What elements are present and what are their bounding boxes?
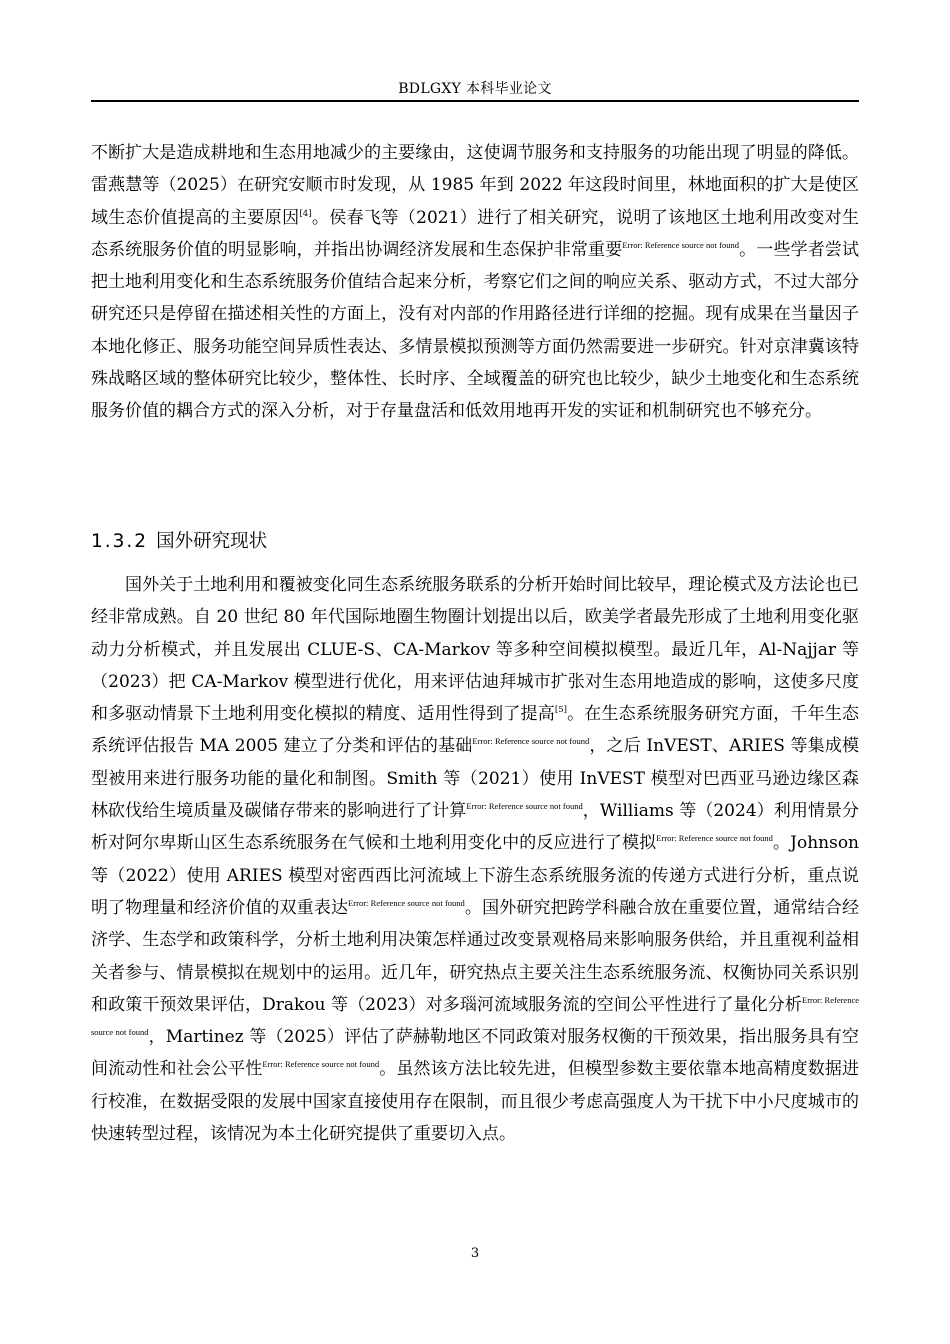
citation-marker: [4] <box>299 208 312 219</box>
section-title: 国外研究现状 <box>156 531 268 552</box>
paragraph-text: 不断扩大是造成耕地和生态用地减少的主要缘由，这使调节服务和支持服务的功能出现了明显的降低。雷燕慧等（2025）在研究安顺市时发现，从 1985 年到 2022 年这段时间里，林地面积的扩大是使区域生态价值提高的主要原因 <box>91 143 859 228</box>
section-number: 1.3.2 <box>91 531 149 552</box>
paragraph-text: 。侯春飞等（2021）进行了相关研究，说明了该地区土地利用改变对生态系统服务价值的明显影响，并指出协调经济发展和生态保护非常重要 <box>91 207 859 260</box>
page-number: 3 <box>470 1246 480 1261</box>
body-paragraph-2 <box>91 569 859 1150</box>
reference-error-marker: Error: Reference source not found <box>348 897 465 908</box>
paragraph-text: ，Martinez 等（2025）评估了萨赫勒地区不同政策对服务权衡的干预效果，指出服务具有空间流动性和社会公平性 <box>91 1027 859 1080</box>
paragraph-text: 。虽然该方法比较先进，但模型参数主要依靠本地高精度数据进行校准，在数据受限的发展中国家直接使用存在限制，而且很少考虑高强度人为干扰下中小尺度城市的快速转型过程，该情况为本土化研究提供了重要切入点。 <box>91 1059 860 1145</box>
paragraph-text: ，之后 InVEST、ARIES 等集成模型被用来进行服务功能的量化和制图。Smith 等（2021）使用 InVEST 模型对巴西亚马逊边缘区森林砍伐给生境质量及碳储存带来的影响进行了计算 <box>91 736 859 822</box>
reference-error-marker: Error: Reference source not found <box>622 239 740 250</box>
paragraph-text: ，Williams 等（2024）利用情景分析对阿尔卑斯山区生态系统服务在气候和土地利用变化中的反应进行了模拟 <box>91 801 860 854</box>
body-paragraph-1 <box>91 137 859 428</box>
paragraph-text: 。一些学者尝试把土地利用变化和生态系统服务价值结合起来分析，考察它们之间的响应关系、驱动方式，不过大部分研究还只是停留在描述相关性的方面上，没有对内部的作用路径进行详细的挖掘。现有成果在当量因子本地化修正、服务功能空间异质性表达、多情景模拟预测等方面仍然需要进一步研究。针对京津冀该特殊战略区域的整体研究比较少，整体性、长时序、全域覆盖的研究也比较少，缺少土地变化和生态系统服务价值的耦合方式的深入分析，对于存量盘活和低效用地再开发的实证和机制研究也不够充分。 <box>91 239 860 422</box>
reference-error-marker: Error: Reference source not found <box>262 1059 380 1070</box>
paragraph-text: 。Johnson 等（2022）使用 ARIES 模型对密西西比河流域上下游生态系统服务流的传递方式进行分析，重点说明了物理量和经济价值的双重表达 <box>91 833 860 918</box>
running-header: BDLGXY 本科毕业论文 <box>398 81 552 97</box>
paragraph-text: 。国外研究把跨学科融合放在重要位置，通常结合经济学、生态学和政策科学，分析土地利用决策怎样通过改变景观格局来影响服务供给，并且重视利益相关者参与、情景模拟在规划中的运用。近几年，研究热点主要关注生态系统服务流、权衡协同关系识别和政策干预效果评估，Drakou 等（2023）对多瑙河流域服务流的空间公平性进行了量化分析 <box>91 897 860 1015</box>
header-divider <box>91 100 859 102</box>
reference-error-marker: Error: Reference source not found <box>91 994 859 1038</box>
reference-error-marker: Error: Reference source not found <box>472 736 590 747</box>
citation-marker: [5] <box>554 705 567 716</box>
reference-error-marker: Error: Reference source not found <box>656 833 773 844</box>
paragraph-text: 。在生态系统服务研究方面，千年生态系统评估报告 MA 2005 建立了分类和评估的基础 <box>91 704 860 757</box>
paragraph-text: 国外关于土地利用和覆被变化同生态系统服务联系的分析开始时间比较早，理论模式及方法论也已经非常成熟。自 20 世纪 80 年代国际地圈生物圈计划提出以后，欧美学者最先形成了土地利用变化驱动力分析模式，并且发展出 CLUE-S、CA-Markov 等多种空间模拟模型。最近几年，Al-Najjar 等（2023）把 CA-Markov 模型进行优化，用来评估迪拜城市扩张对生态用地造成的影响，这使多尺度和多驱动情景下土地利用变化模拟的精度、适用性得到了提高 <box>91 575 859 725</box>
section-heading <box>91 527 267 553</box>
reference-error-marker: Error: Reference source not found <box>466 801 583 812</box>
